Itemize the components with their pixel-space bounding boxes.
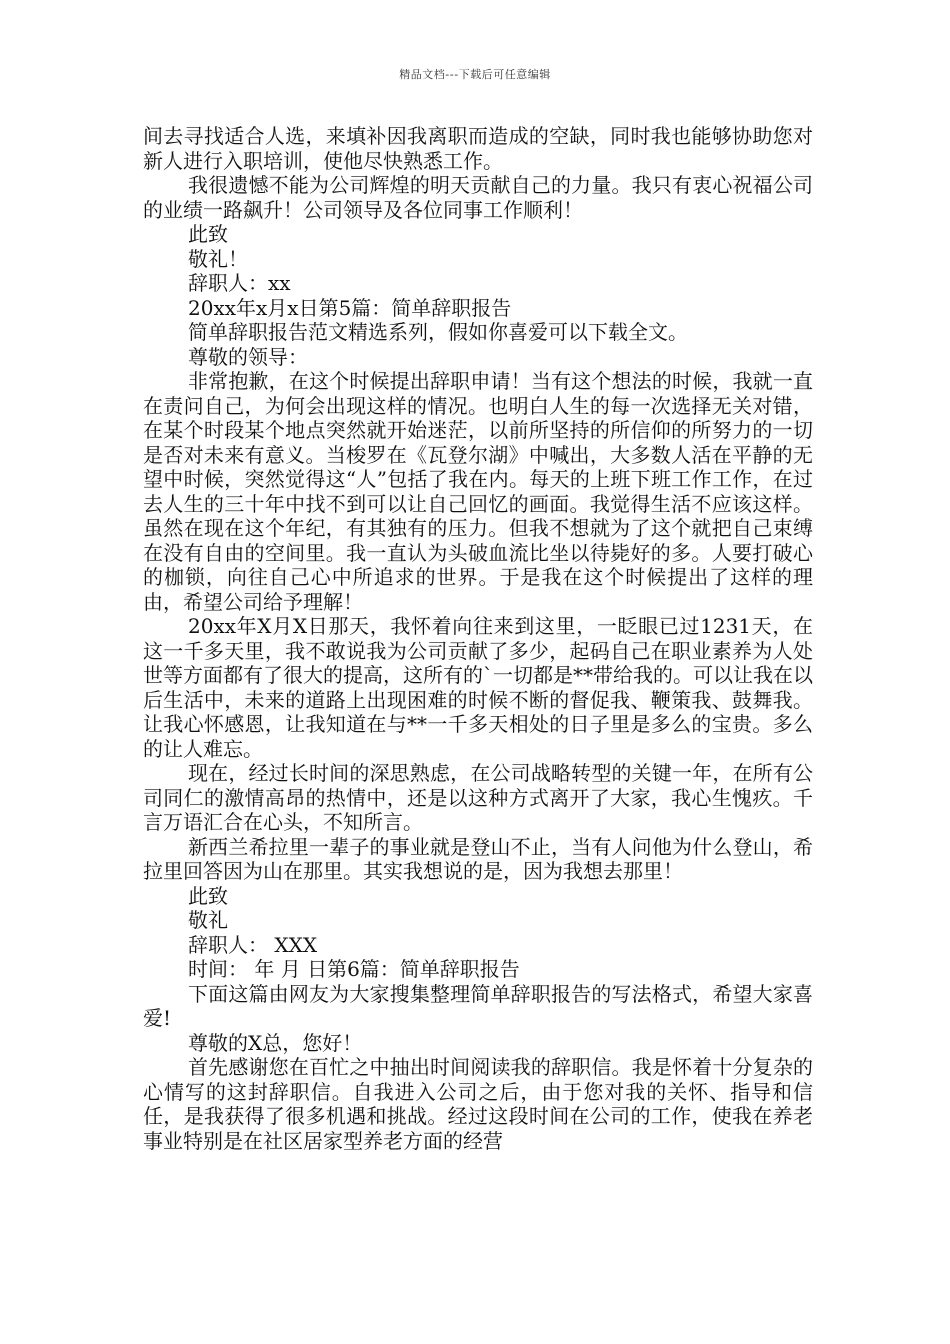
paragraph: 现在，经过长时间的深思熟虑，在公司战略转型的关键一年，在所有公司同仁的激情高昂的热情中，还是以这种方式离开了大家，我心生愧疚。千言万语汇合在心头，不知所言。: [143, 761, 813, 834]
greeting: 尊敬的领导：: [188, 344, 308, 369]
paragraph: 20xx年X月X日那天，我怀着向往来到这里，一眨眼已过1231天，在这一千多天里，我不敢说我为公司贡献了多少，起码自己在职业素养为人处世等方面都有了很大的提高，这所有的`一切都是**带给我的。可以让我在以后生活中，未来的道路上出现困难的时候不断的督促我、鞭策我、鼓舞我。让我心怀感恩，让我知道在与**一千多天相处的日子里是多么的宝贵。多么的让人难忘。: [143, 614, 813, 761]
page-header: 精品文档---下载后可任意编辑: [399, 68, 551, 81]
signature-line: 辞职人：xx: [188, 271, 291, 295]
paragraph: 非常抱歉，在这个时候提出辞职申请！当有这个想法的时候，我就一直在责问自己，为何会出现这样的情况。也明白人生的每一次选择无关对错，在某个时段某个地点突然就开始迷茫，以前所坚持的所信仰的所努力的一切是否对未来有意义。当梭罗在《瓦登尔湖》中喊出，大多数人活在平静的无望中时候，突然觉得这“人”包括了我在内。每天的上班下班工作工作，在过去人生的三十年中找不到可以让自己回忆的画面。我觉得生活不应该这样。虽然在现在这个年纪，有其独有的压力。但我不想就为了这个就把自己束缚在没有自由的空间里。我一直认为头破血流比坐以待毙好的多。人要打破心的枷锁，向往自己心中所追求的世界。于是我在这个时候提出了这样的理由，希望公司给予理解！: [143, 369, 813, 614]
closing-regards: 敬礼！: [188, 246, 248, 271]
paragraph: 新西兰希拉里一辈子的事业就是登山不止，当有人问他为什么登山，希拉里回答因为山在那里。其实我想说的是，因为我想去那里！: [143, 834, 813, 883]
document-body: [143, 124, 813, 1153]
closing-regards: 敬礼: [188, 908, 228, 932]
paragraph: 间去寻找适合人选，来填补因我离职而造成的空缺，同时我也能够协助您对新人进行入职培训，使他尽快熟悉工作。: [143, 124, 813, 173]
closing-salutation: 此致: [188, 883, 228, 908]
signature-line: 辞职人： XXX: [188, 932, 318, 957]
paragraph: 首先感谢您在百忙之中抽出时间阅读我的辞职信。我是怀着十分复杂的心情写的这封辞职信。自我进入公司之后，由于您对我的关怀、指导和信任，是我获得了很多机遇和挑战。经过这段时间在公司的工作，使我在养老事业特别是在社区居家型养老方面的经营: [143, 1055, 813, 1153]
greeting: 尊敬的X总，您好！: [188, 1030, 363, 1055]
section-heading: 20xx年x月x日第5篇：简单辞职报告: [188, 295, 512, 320]
paragraph: 简单辞职报告范文精选系列，假如你喜爱可以下载全文。: [188, 320, 688, 344]
paragraph: 我很遗憾不能为公司辉煌的明天贡献自己的力量。我只有衷心祝福公司的业绩一路飙升！公司领导及各位同事工作顺利！: [143, 173, 813, 222]
section-heading: 时间： 年 月 日第6篇：简单辞职报告: [188, 957, 520, 981]
closing-salutation: 此致: [188, 222, 228, 246]
paragraph: 下面这篇由网友为大家搜集整理简单辞职报告的写法格式，希望大家喜爱!: [143, 981, 813, 1030]
